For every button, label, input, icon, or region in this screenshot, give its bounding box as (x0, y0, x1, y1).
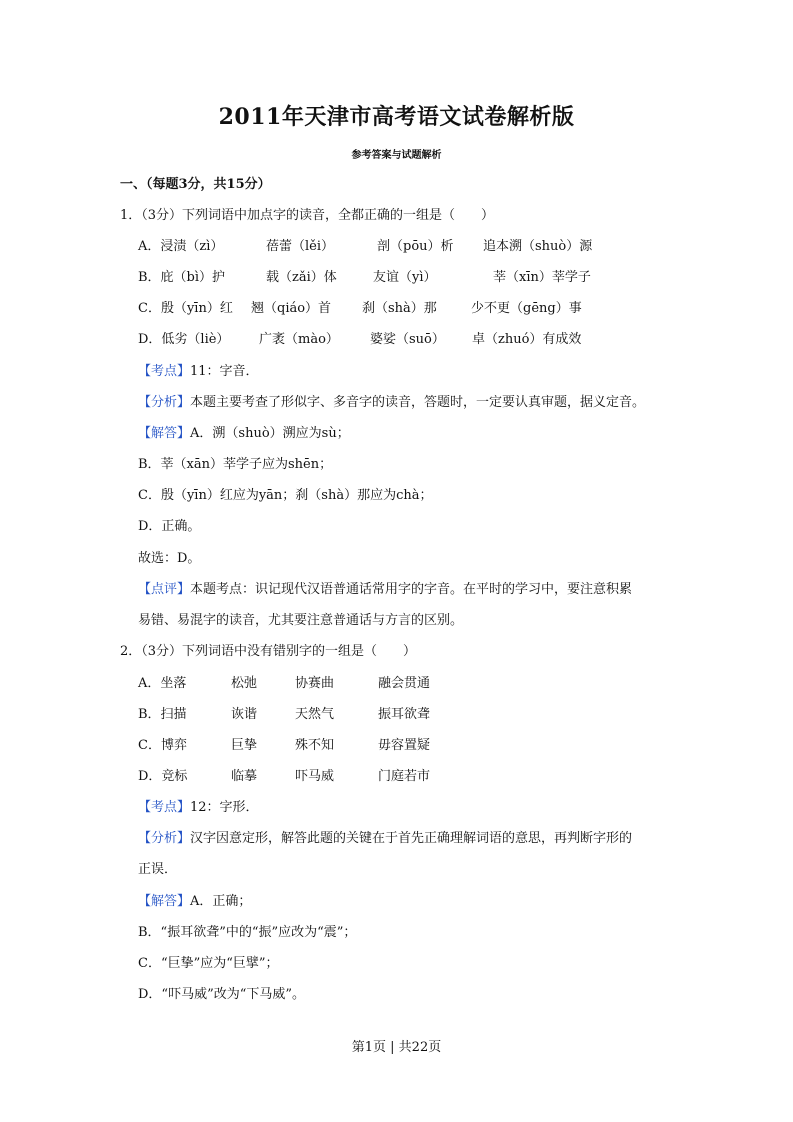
q1-d-1: D．低劣（liè） (138, 332, 230, 347)
q1-d-3: 婆娑（suō） (370, 332, 445, 347)
page-footer: 第1页 | 共22页 (351, 1040, 442, 1055)
q2-b-4: 振耳欲聋 (378, 707, 431, 722)
q2-d-2: 临摹 (231, 769, 258, 784)
q2-a-1: A．坐落 (138, 676, 187, 691)
q2-jieda-d: D．“吓马威”改为“下马威”。 (138, 987, 306, 1002)
q1-jieda-b: B．莘（xān）莘学子应为shēn； (138, 457, 333, 472)
q2-b-1: B．扫描 (138, 707, 187, 722)
q2-jieda-b: B．“振耳欲聋”中的“振”应改为“震”； (138, 925, 357, 940)
q1-c-4: 少不更（gēng）事 (471, 301, 582, 316)
q1-a-4: 追本溯（shuò）源 (483, 239, 593, 254)
q1-d-2: 广袤（mào） (259, 332, 339, 347)
q1-kaodian-tag: 【考点】 (138, 364, 191, 379)
q2-a-2: 松弛 (231, 676, 258, 691)
q2-d-3: 吓马威 (295, 769, 335, 784)
q1-answer: 故选：D。 (138, 551, 201, 566)
q2-fenxi-text: 汉字因意定形，解答此题的关键在于首先正确理解词语的意思，再判断字形的 (190, 831, 633, 846)
q2-fenxi-cont: 正误． (138, 862, 178, 877)
q1-dianping-cont: 易错、易混字的读音，尤其要注意普通话与方言的区别。 (138, 613, 464, 628)
q1-kaodian-text: 11：字音． (190, 364, 259, 379)
q1-jieda (138, 425, 350, 443)
q1-jieda-tag: 【解答】 (138, 426, 191, 441)
q1-c-3: 刹（shà）那 (362, 301, 437, 316)
q2-c-2: 巨挚 (231, 738, 258, 753)
q1-jieda-text: A．溯（shuò）溯应为sù； (190, 426, 350, 441)
page-title: 2011年天津市高考语文试卷解析版 (218, 104, 575, 130)
q2-d-1: D．竞标 (138, 769, 188, 784)
q2-c-3: 殊不知 (295, 738, 335, 753)
q2-fenxi (138, 830, 632, 848)
q2-option-c (138, 737, 538, 755)
q2-c-1: C．博弈 (138, 738, 187, 753)
q2-jieda (138, 893, 251, 911)
q2-b-2: 诙谐 (231, 707, 258, 722)
q2-jieda-tag: 【解答】 (138, 894, 191, 909)
section-heading: 一、（每题3分，共15分） (120, 177, 271, 192)
q1-jieda-c: C．殷（yīn）红应为yān；刹（shà）那应为chà； (138, 488, 433, 503)
q1-kaodian (138, 363, 259, 381)
q2-fenxi-tag: 【分析】 (138, 831, 191, 846)
q1-fenxi-tag: 【分析】 (138, 395, 191, 410)
q1-b-1: B．庇（bì）护 (138, 270, 226, 285)
q1-fenxi (138, 394, 645, 412)
q2-a-4: 融会贯通 (378, 676, 431, 691)
q1-fenxi-text: 本题主要考查了形似字、多音字的读音，答题时，一定要认真审题，据义定音。 (190, 395, 646, 410)
q2-kaodian-text: 12：字形． (190, 800, 259, 815)
q1-dianping (138, 581, 632, 599)
q1-c-2: 翘（qiáo）首 (251, 301, 332, 316)
q1-dianping-text: 本题考点：识记现代汉语普通话常用字的字音。在平时的学习中，要注意积累 (190, 582, 633, 597)
page-subtitle: 参考答案与试题解析 (351, 150, 442, 161)
q2-kaodian-tag: 【考点】 (138, 800, 191, 815)
q1-stem: 1．（3分）下列词语中加点字的读音，全都正确的一组是（ ） (120, 208, 495, 223)
q2-option-d (138, 768, 538, 786)
q2-kaodian (138, 799, 259, 817)
q1-a-3: 剖（pōu）析 (377, 239, 454, 254)
q1-b-4: 莘（xīn）莘学子 (493, 270, 591, 285)
q2-d-4: 门庭若市 (378, 769, 431, 784)
q1-option-c (138, 300, 658, 318)
q1-option-a (138, 238, 658, 256)
q2-jieda-text: A．正确； (190, 894, 252, 909)
q1-dianping-tag: 【点评】 (138, 582, 191, 597)
q2-b-3: 天然气 (295, 707, 335, 722)
q1-c-1: C．殷（yīn）红 (138, 301, 233, 316)
q2-stem: 2．（3分）下列词语中没有错别字的一组是（ ） (120, 644, 417, 659)
q1-option-b (138, 269, 658, 287)
q1-d-4: 卓（zhuó）有成效 (472, 332, 582, 347)
q2-a-3: 协赛曲 (295, 676, 335, 691)
q1-jieda-d: D．正确。 (138, 519, 201, 534)
q2-c-4: 毋容置疑 (378, 738, 431, 753)
q1-a-2: 蓓蕾（lěi） (266, 239, 335, 254)
q2-option-b (138, 706, 538, 724)
q2-jieda-c: C．“巨挚”应为“巨擘”； (138, 956, 279, 971)
q1-a-1: A．浸渍（zì） (138, 239, 224, 254)
q1-option-d (138, 331, 658, 349)
q1-b-2: 载（zǎi）体 (266, 270, 337, 285)
q2-option-a (138, 675, 538, 693)
q1-b-3: 友谊（yì） (373, 270, 437, 285)
